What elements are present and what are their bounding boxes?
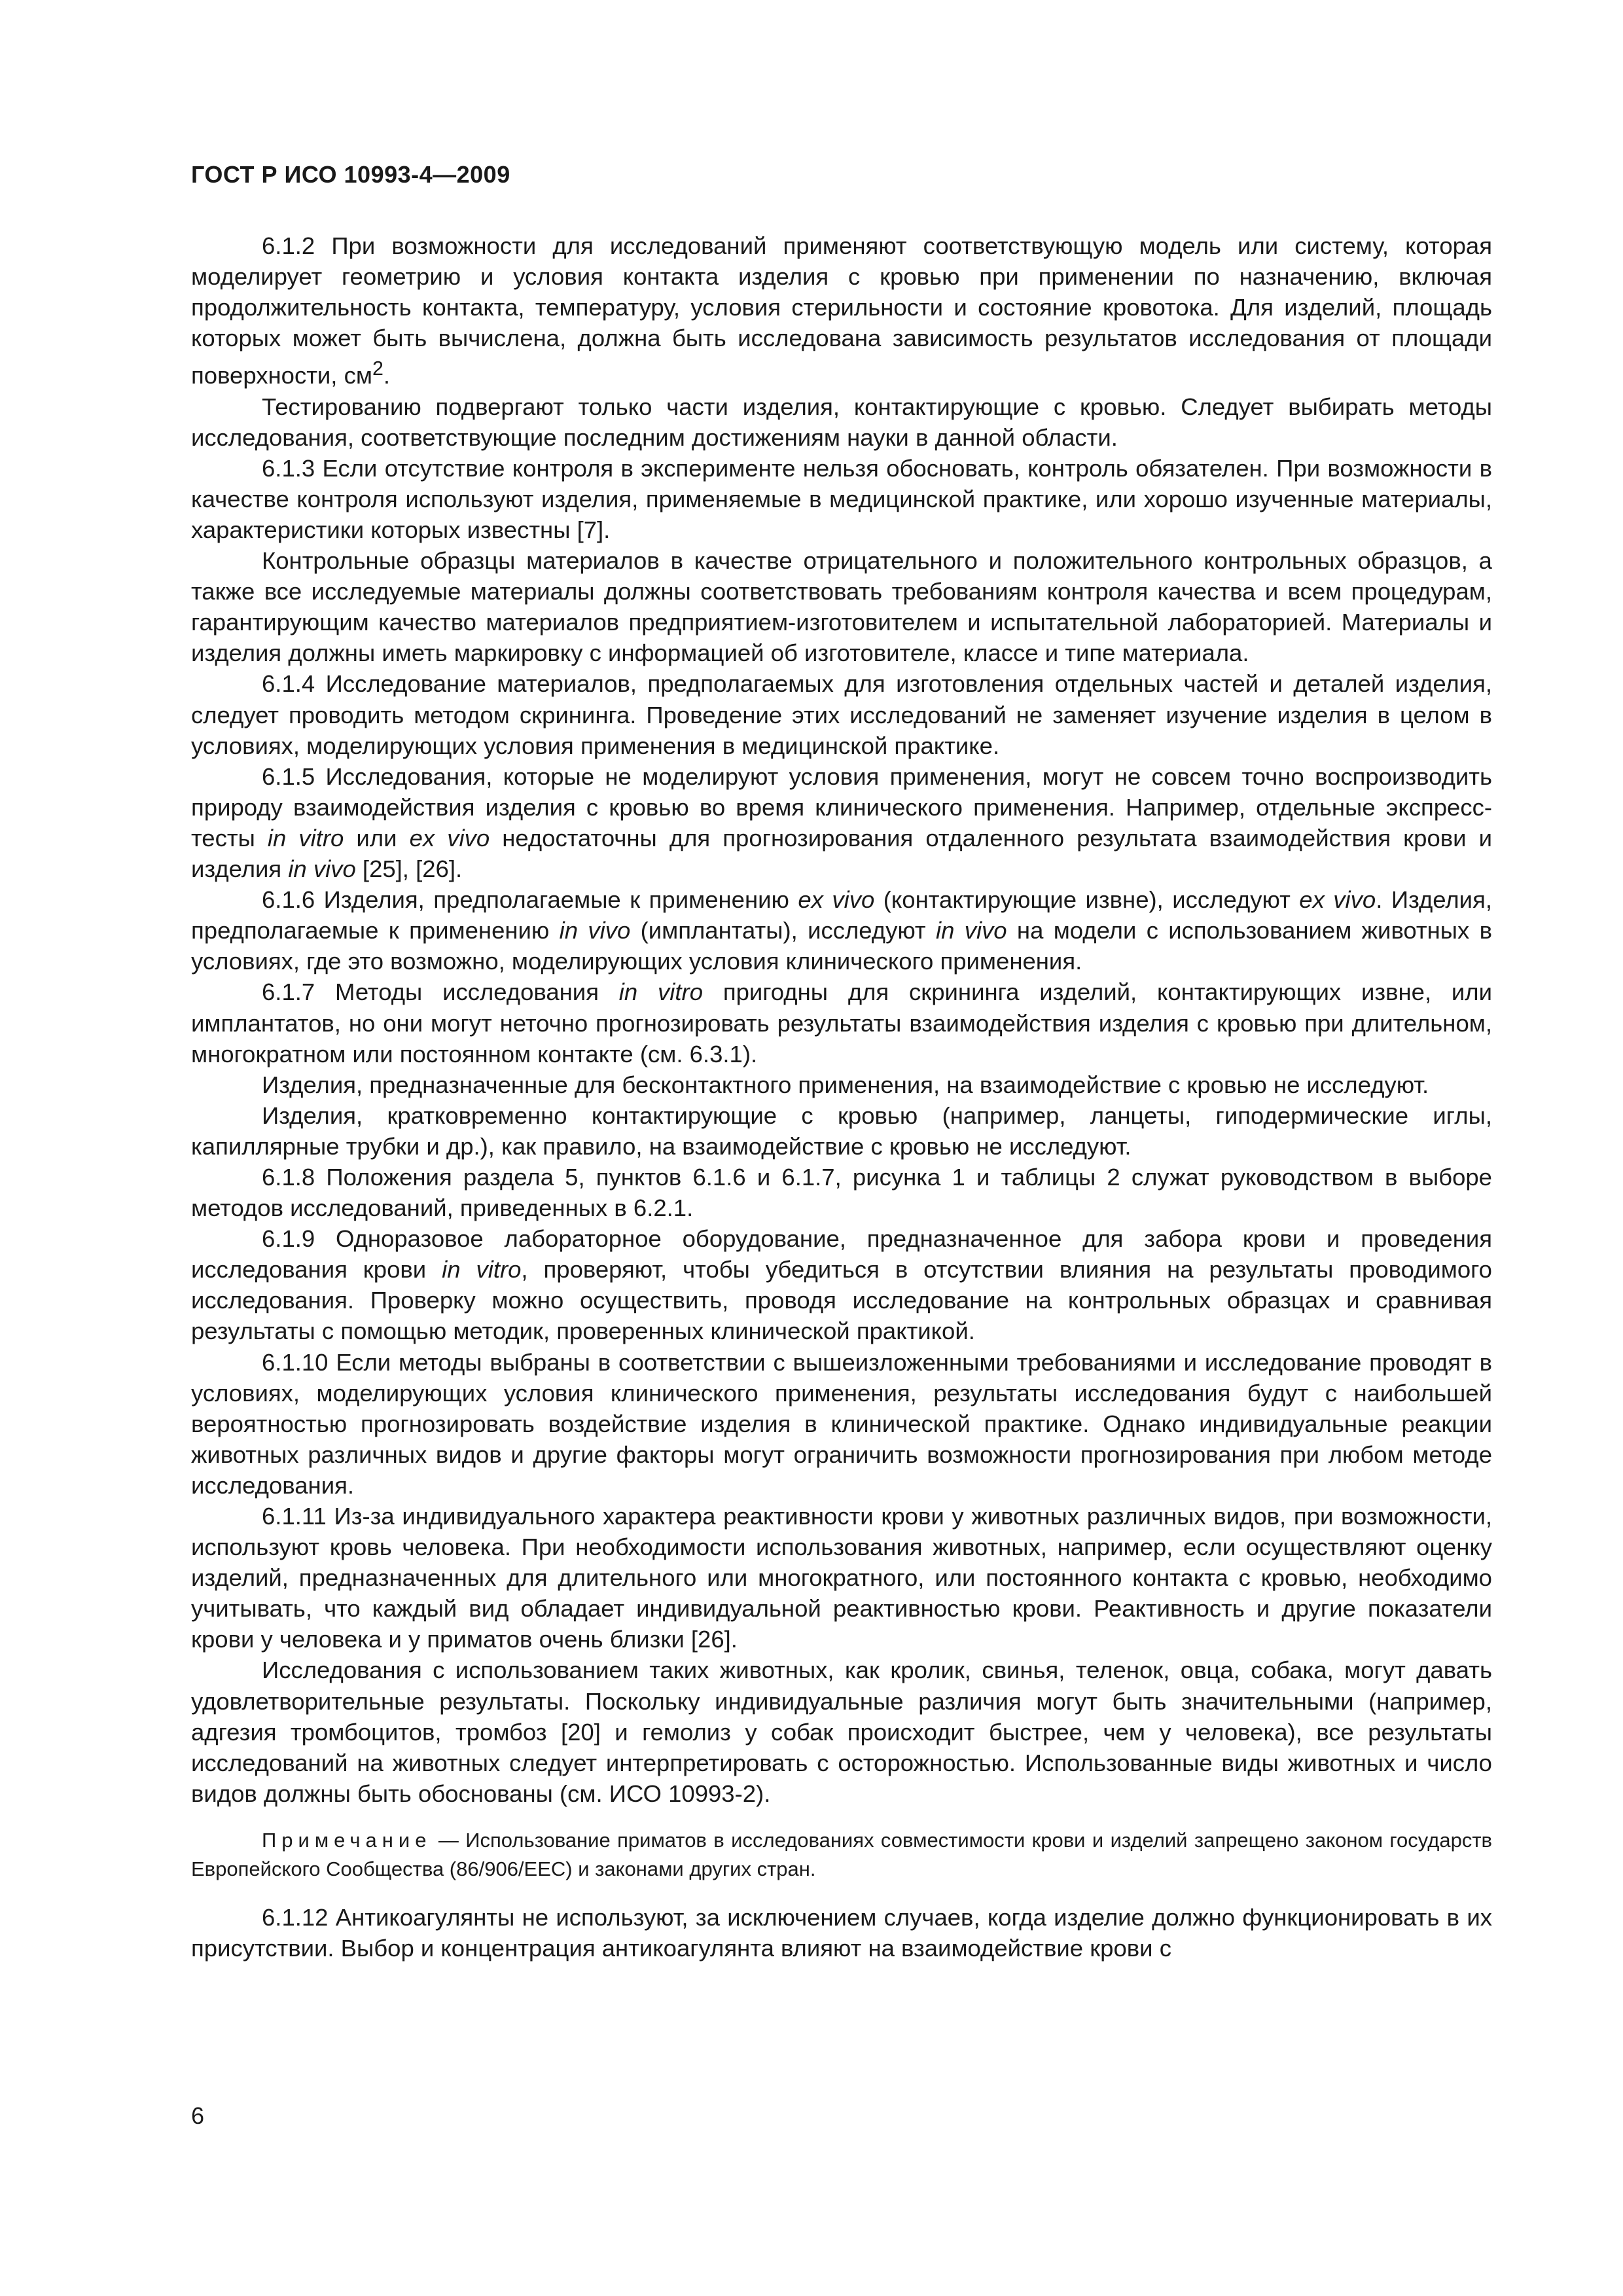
paragraph-6-1-2: 6.1.2 При возможности для исследований применяют соответствующую модель или систему, которая моделирует геометрию и условия контакта изделия с кровью при применении по назначению, включая продолжительность контакта, температуру, условия стерильности и состояние кровотока. Для изделий, площадь которых может быть вычислена, должна быть исследована зависимость результатов исследования от площади поверхности, $см^2$. <box>191 232 1492 389</box>
paragraph-6-1-5: 6.1.5 Исследования, которые не моделируют условия применения, могут не совсем точно воспроизводить природу взаимодействия изделия с кровью во время клинического применения. Например, отдельные экспресс-тесты in vitro или ex vivo недостаточны для прогнозирования отдаленного результата взаимодействия крови и изделия in vivo [25], [26]. <box>191 762 1492 883</box>
document-body <box>191 230 1492 1964</box>
paragraph-6-1-10: 6.1.10 Если методы выбраны в соответствии с вышеизложенными требованиями и исследование проводят в условиях, моделирующих условия клинического применения, результаты исследования будут с наибольшей вероятностью прогнозировать воздействие изделия в клинической практике. Однако индивидуальные реакции животных различных видов и другие факторы могут ограничить возможности прогнозирования при любом методе исследования. <box>191 1348 1492 1499</box>
note <box>191 1826 1492 1884</box>
paragraph-6-1-4: 6.1.4 Исследование материалов, предполагаемых для изготовления отдельных частей и деталей изделия, следует проводить методом скрининга. Проведение этих исследований не заменяет изучение изделия в целом в условиях, моделирующих условия применения в медицинской практике. <box>191 670 1492 759</box>
document-header: ГОСТ Р ИСО 10993-4—2009 <box>191 161 510 188</box>
paragraph-6-1-9: 6.1.9 Одноразовое лабораторное оборудование, предназначенное для забора крови и проведения исследования крови in vitro, проверяют, чтобы убедиться в отсутствии влияния на результаты проводимого исследования. Проверку можно осуществить, проводя исследование на контрольных образцах и сравнивая результаты с помощью методик, проверенных клинической практикой. <box>191 1225 1492 1345</box>
paragraph-6-1-11: 6.1.11 Из-за индивидуального характера реактивности крови у животных различных видов, при возможности, используют кровь человека. При необходимости использования животных, например, если осуществляют оценку изделий, предназначенных для длительного или многократного, или постоянного контакта с кровью, необходимо учитывать, что каждый вид обладает индивидуальной реактивностью крови. Реактивность и другие показатели крови у человека и у приматов очень близки [26]. <box>191 1503 1492 1653</box>
paragraph: Исследования с использованием таких животных, как кролик, свинья, теленок, овца, собака, могут давать удовлетворительные результаты. Поскольку индивидуальные различия могут быть значительными (например, адгезия тромбоцитов, тромбоз [20] и гемолиз у собак происходит быстрее, чем у человека), все результаты исследований на животных следует интерпретировать с осторожностью. Использованные виды животных и число видов должны быть обоснованы (см. ИСО 10993-2). <box>191 1657 1492 1807</box>
page-number: 6 <box>191 2102 205 2129</box>
paragraph: Изделия, предназначенные для бесконтактного применения, на взаимодействие с кровью не исследуют. <box>262 1071 1429 1098</box>
paragraph: Тестированию подвергают только части изделия, контактирующие с кровью. Следует выбирать методы исследования, соответствующие последним достижениям науки в данной области. <box>191 393 1492 451</box>
paragraph-6-1-8: 6.1.8 Положения раздела 5, пунктов 6.1.6 и 6.1.7, рисунка 1 и таблицы 2 служат руководством в выборе методов исследований, приведенных в 6.2.1. <box>191 1163 1492 1222</box>
paragraph: Изделия, кратковременно контактирующие с кровью (например, ланцеты, гиподермические иглы, капиллярные трубки и др.), как правило, на взаимодействие с кровью не исследуют. <box>191 1102 1492 1160</box>
note-label: Примечание <box>262 1828 432 1852</box>
paragraph-6-1-6: 6.1.6 Изделия, предполагаемые к применению ex vivo (контактирующие извне), исследуют ex vivo. Изделия, предполагаемые к применению in vivo (имплантаты), исследуют in vivo на модели с использованием животных в условиях, где это возможно, моделирующих условия клинического применения. <box>191 886 1492 975</box>
superscript: 2 <box>372 357 383 380</box>
paragraph-6-1-12: 6.1.12 Антикоагулянты не используют, за исключением случаев, когда изделие должно функционировать в их присутствии. Выбор и концентрация антикоагулянта влияют на взаимодействие крови с <box>191 1903 1492 1962</box>
paragraph: Контрольные образцы материалов в качестве отрицательного и положительного контрольных образцов, а также все исследуемые материалы должны соответствовать требованиям контроля качества и всем процедурам, гарантирующим качество материалов предприятием-изготовителем и испытательной лабораторией. Материалы и изделия должны иметь маркировку с информацией об изготовителе, классе и типе материала. <box>191 547 1492 667</box>
paragraph-6-1-3: 6.1.3 Если отсутствие контроля в эксперименте нельзя обосновать, контроль обязателен. При возможности в качестве контроля используют изделия, применяемые в медицинской практике, или хорошо изученные материалы, характеристики которых известны [7]. <box>191 454 1492 543</box>
note-text: — Использование приматов в исследованиях совместимости крови и изделий запрещено законом государств Европейского Сообщества (86/906/EEC) и законами других стран. <box>191 1828 1492 1880</box>
paragraph-6-1-7: 6.1.7 Методы исследования in vitro пригодны для скрининга изделий, контактирующих извне, или имплантатов, но они могут неточно прогнозировать результаты взаимодействия изделия с кровью при длительном, многократном или постоянном контакте (см. 6.3.1). <box>191 978 1492 1067</box>
